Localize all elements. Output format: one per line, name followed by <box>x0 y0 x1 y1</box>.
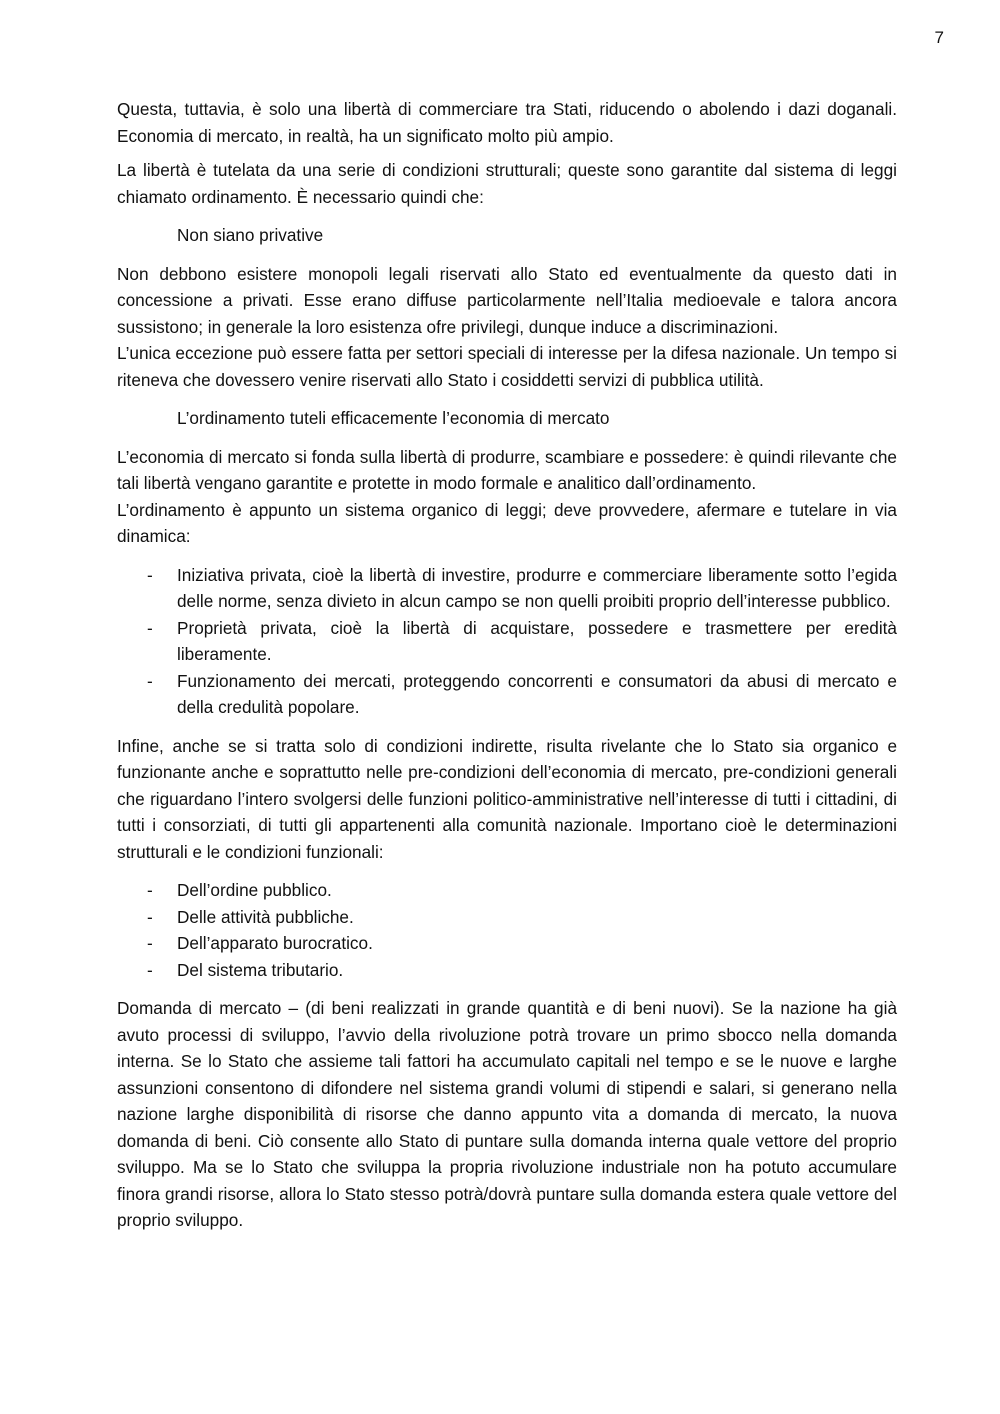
paragraph-conditions: La libertà è tutelata da una serie di condizioni strutturali; queste sono garantite dal sistema di leggi chiamato ordinamento. È necessario quindi che: <box>117 160 897 207</box>
paragraph-precondizioni: Infine, anche se si tratta solo di condizioni indirette, risulta rivelante che lo Stato sia organico e funzionante anche e soprattutto nelle pre-condizioni dell’economia di mercato, pre-condizioni generali che riguardano l’intero svolgersi delle funzioni politico-amministrative nell’interesse di tutti i cittadini, di tutti i consorziati, di tutti gli appartenenti alla comunità nazionale. Importano cioè le determinazioni strutturali e le condizioni funzionali: <box>117 735 897 862</box>
dash-bullet: - <box>147 564 153 585</box>
condition-item-ordinamento <box>147 405 897 432</box>
paragraph-economia: L’economia di mercato si fonda sulla libertà di produrre, scambiare e possedere: è quindi rilevante che tali libertà vengano garantite e protette in modo formale e analitico dall’ordinamento. <box>117 446 897 493</box>
dash-bullet: - <box>147 880 153 900</box>
list-item-text: Iniziativa privata, cioè la libertà di investire, produrre e commerciare liberamente sotto l’egida delle norme, senza divieto in alcun campo se non quelli proibiti proprio dell’interesse pubblico. <box>177 564 897 611</box>
condition-item-label: Non siano privative <box>177 225 324 245</box>
list-item <box>117 930 897 957</box>
list-item <box>117 904 897 931</box>
condition-item-label: L’ordinamento tuteli efficacemente l’economia di mercato <box>177 408 610 428</box>
paragraph-eccezione: L’unica eccezione può essere fatta per settori speciali di interesse per la difesa nazionale. Un tempo si riteneva che dovessero venire riservati allo Stato i cosiddetti servizi di pubblica utilità. <box>117 343 897 390</box>
dash-bullet: - <box>147 959 153 980</box>
dash-bullet: - <box>147 933 153 953</box>
list-item <box>117 957 897 984</box>
page-number: 7 <box>934 28 944 47</box>
list-item-text: Funzionamento dei mercati, proteggendo concorrenti e consumatori da abusi di mercato e della credulità popolare. <box>177 670 897 717</box>
paragraph-intro: Questa, tuttavia, è solo una libertà di commerciare tra Stati, riducendo o abolendo i dazi doganali. Economia di mercato, in realtà, ha un significato molto più ampio. <box>117 99 897 146</box>
list-item-text: Dell’apparato burocratico. <box>177 933 373 953</box>
paragraph-monopoli: Non debbono esistere monopoli legali riservati allo Stato ed eventualmente da questo dati in concessione a privati. Esse erano diffuse particolarmente nell’Italia medioevale e talora ancora sussistono; in generale la loro esistenza ofre privilegi, dunque induce a discriminazioni. <box>117 263 897 337</box>
list-item-text: Dell’ordine pubblico. <box>177 880 332 900</box>
list-item <box>117 615 897 668</box>
paragraph-domanda: Domanda di mercato – (di beni realizzati in grande quantità e di beni nuovi). Se la nazione ha già avuto processi di sviluppo, l’avvio della rivoluzione potrà trovare un primo sbocco nella domanda interna. Se lo Stato che assieme tali fattori ha accumulato capitali nel tempo e se le nuove e larghe assunzioni consentono di difondere nel sistema grandi volumi di stipendi e salari, si generano nella nazione larghe disponibilità di risorse che danno appunto vita a domanda di mercato, la nuova domanda di beni. Ciò consente allo Stato di puntare sulla domanda interna quale vettore del proprio sviluppo. Ma se lo Stato che sviluppa la propria rivoluzione industriale non ha potuto accumulare finora grandi risorse, allora lo Stato stesso potrà/dovrà puntare sulla domanda estera quale vettore del proprio sviluppo. <box>117 998 897 1230</box>
list-item <box>117 668 897 721</box>
list-item <box>117 562 897 615</box>
list-item-text: Delle attività pubbliche. <box>177 906 354 927</box>
list-item-text: Del sistema tributario. <box>177 959 344 980</box>
list-item <box>117 877 897 904</box>
dash-bullet: - <box>147 670 153 691</box>
conditions-list <box>117 877 897 983</box>
document-body <box>117 96 897 1242</box>
paragraph-ordinamento: L’ordinamento è appunto un sistema organico di leggi; deve provvedere, afermare e tutelare in via dinamica: <box>117 499 897 546</box>
list-item-text: Proprietà privata, cioè la libertà di acquistare, possedere e trasmettere per eredità liberamente. <box>177 617 897 664</box>
dash-bullet: - <box>147 617 153 638</box>
freedoms-list <box>117 562 897 721</box>
dash-bullet: - <box>147 906 153 927</box>
condition-item-privative <box>147 222 897 249</box>
